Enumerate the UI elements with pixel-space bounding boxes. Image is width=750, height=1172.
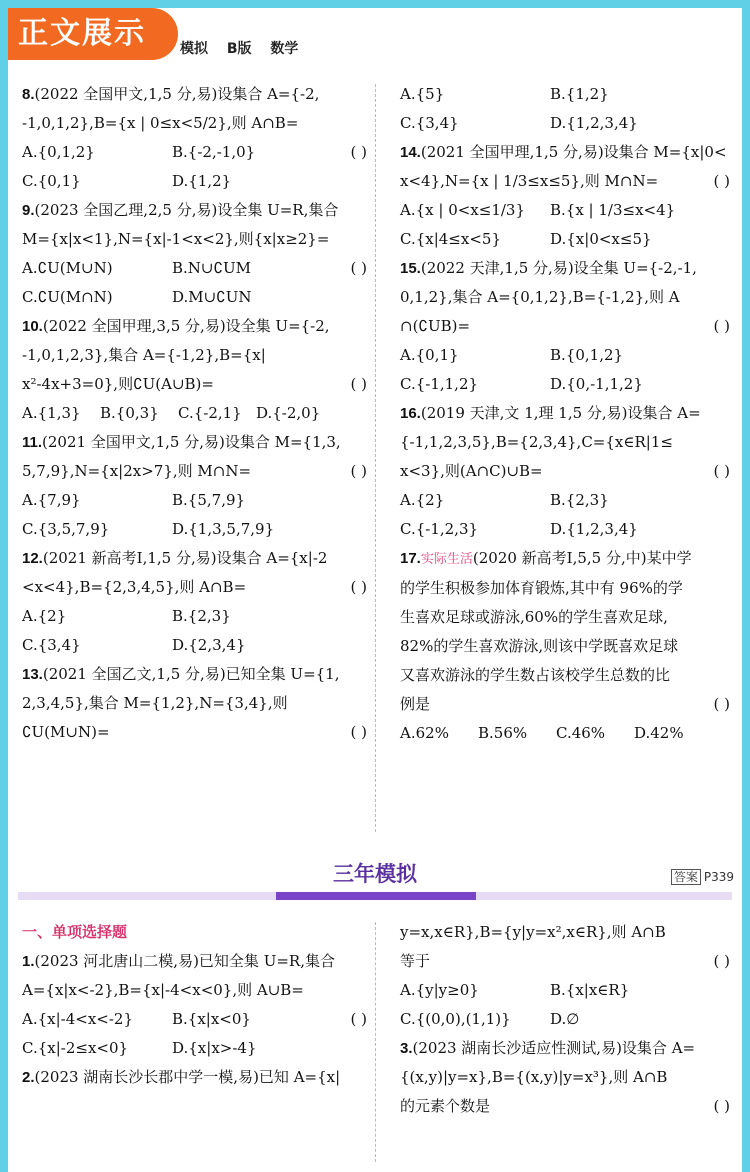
question-line [400,1063,730,1092]
question-text: ∁U(M∪N)= [22,723,110,741]
option-a: A.{7,9} [22,491,81,509]
question-line [400,947,730,976]
option-b: D.{0,-1,1,2} [550,375,643,393]
question-line [22,718,367,747]
option-d: D.{-2,0} [256,404,321,422]
answer-parens: ( ) [350,723,367,741]
question-number: 3. [400,1040,413,1057]
question-line [400,399,730,428]
question-line [400,283,730,312]
question-line [400,603,730,632]
question-line [400,661,730,690]
question-text: {(x,y)|y=x},B={(x,y)|y=x³},则 A∩B [400,1068,668,1086]
options-row [22,399,367,428]
header-info [180,38,312,58]
option-a: A.{x|-4<x<-2} [22,1010,134,1028]
question-line [400,428,730,457]
option-a: C.{-1,2,3} [400,520,479,538]
option-b: B.N∪∁UM [172,259,252,277]
question-line [22,341,367,370]
option-b: B.{0,3} [100,404,159,422]
question-text: 0,1,2},集合 A={0,1,2},B={-1,2},则 A [400,288,680,306]
question-text: 一、单项选择题 [22,923,128,941]
question-number: 15. [400,260,421,277]
option-a: A.{x | 0<x≤1/3} [400,201,526,219]
answer-parens: ( ) [713,952,730,970]
option-b: D.M∪∁UN [172,288,252,306]
category-tag: 实际生活 [420,552,473,567]
question-line [400,167,730,196]
option-b: B.{5,7,9} [172,491,246,509]
answer-parens: ( ) [350,259,367,277]
question-line [400,574,730,603]
answer-parens: ( ) [713,317,730,335]
option-a: C.{3,5,7,9} [22,520,110,538]
question-number: 8. [22,86,35,103]
question-line [400,312,730,341]
options-row [400,1005,730,1034]
option-a: C.{3,4} [400,114,459,132]
answer-parens: ( ) [350,143,367,161]
question-line [22,457,367,486]
option-b: D.{x|x>-4} [172,1039,257,1057]
question-line [400,254,730,283]
column-divider-lower [375,922,376,1162]
question-text: 等于 [400,952,431,970]
answer-parens: ( ) [713,172,730,190]
answer-parens: ( ) [713,462,730,480]
lower-left-column [22,918,367,1092]
option-a: C.{x|-2≤x<0} [22,1039,129,1057]
option-a: A.{2} [400,491,445,509]
question-text: 2,3,4,5},集合 M={1,2},N={3,4},则 [22,694,288,712]
options-row [22,254,351,283]
options-row [400,719,730,748]
question-line [400,632,730,661]
option-a: A.{0,1} [400,346,459,364]
question-line [22,976,367,1005]
question-text: (2021 全国乙文,1,5 分,易)已知全集 U={1, [42,665,340,683]
option-b: B.{x | 1/3≤x<4} [550,201,676,219]
header-edition: B版 [226,41,252,57]
option-b: B.{1,2} [550,85,609,103]
question-number: 1. [22,953,35,970]
answer-parens: ( ) [350,462,367,480]
options-row [400,225,730,254]
options-row [22,602,367,631]
question-text: <x<4},B={2,3,4,5},则 A∩B= [22,578,247,596]
option-a: C.∁U(M∩N) [22,288,113,306]
option-c: C.46% [556,724,606,742]
question-line [22,225,367,254]
option-a: C.{-1,1,2} [400,375,479,393]
options-row [400,196,730,225]
question-text: (2019 天津,文 1,理 1,5 分,易)设集合 A= [420,404,701,422]
question-line [22,947,367,976]
question-line [22,370,367,399]
question-text: x<4},N={x | 1/3≤x≤5},则 M∩N= [400,172,659,190]
question-number: 16. [400,405,421,422]
option-a: C.{3,4} [22,636,81,654]
answer-page: P339 [703,870,734,884]
question-line [400,690,730,719]
options-row [22,515,367,544]
option-b: D.{1,2} [172,172,232,190]
question-text: A={x|x<-2},B={x|-4<x<0},则 A∪B= [22,981,304,999]
options-row [22,1034,367,1063]
option-b: B.{2,3} [172,607,231,625]
question-text: M={x|x<1},N={x|-1<x<2},则{x|x≥2}= [22,230,330,248]
question-text: x<3},则(A∩C)∪B= [400,462,543,480]
option-a: A.62% [400,724,449,742]
answer-parens: ( ) [713,695,730,713]
question-line [22,312,367,341]
question-number: 11. [22,434,43,451]
options-row [400,370,730,399]
question-text: ∩(∁UB)= [400,317,471,335]
question-line [400,1092,730,1121]
option-b: B.{0,1,2} [550,346,624,364]
option-b: B.{x|x<0} [172,1010,251,1028]
question-text: -1,0,1,2},B={x | 0≤x<5/2},则 A∩B= [22,114,299,132]
question-text: (2021 全国甲文,1,5 分,易)设集合 M={1,3, [42,433,341,451]
question-text: y=x,x∈R},B={y|y=x²,x∈R},则 A∩B [400,923,666,941]
option-b: D.{1,2,3,4} [550,520,638,538]
option-a: C.{x|4≤x<5} [400,230,501,248]
options-row [400,109,730,138]
options-row [22,167,367,196]
question-text: (2020 新高考Ⅰ,5,5 分,中)某中学 [472,549,692,567]
header-moni: 模拟 [180,41,208,57]
options-row [400,341,730,370]
option-c: C.{-2,1} [178,404,242,422]
option-b: B.56% [478,724,528,742]
question-text: (2022 天津,1,5 分,易)设全集 U={-2,-1, [420,259,697,277]
question-line [22,428,367,457]
option-a: A.{0,1,2} [22,143,95,161]
options-row [400,80,730,109]
section-title: 三年模拟 [333,862,417,886]
option-b: D.{1,2,3,4} [550,114,638,132]
answer-parens: ( ) [350,578,367,596]
question-text: {-1,1,2,3,5},B={2,3,4},C={x∈R|1≤ [400,433,673,451]
upper-left-column [22,80,367,747]
question-text: (2022 全国甲理,3,5 分,易)设全集 U={-2, [42,317,330,335]
column-divider-upper [375,84,376,832]
question-line [22,80,367,109]
question-line [22,1063,367,1092]
upper-right-column [400,80,730,748]
question-text: (2023 湖南长沙长郡中学一模,易)已知 A={x| [34,1068,341,1086]
question-number: 12. [22,550,43,567]
question-text: -1,0,1,2,3},集合 A={-1,2},B={x| [22,346,266,364]
page [8,8,742,1172]
option-b: B.{-2,-1,0} [172,143,256,161]
question-text: 又喜欢游泳的学生数占该校学生总数的比 [400,666,671,684]
options-row [400,976,730,1005]
answer-parens: ( ) [713,1097,730,1115]
answer-box: 答案 [671,869,701,885]
question-number: 9. [22,202,35,219]
option-b: D.∅ [550,1010,580,1028]
question-text: 82%的学生喜欢游泳,则该中学既喜欢足球 [400,637,679,655]
question-text: 5,7,9},N={x|2x>7},则 M∩N= [22,462,252,480]
answer-parens: ( ) [350,375,367,393]
question-number: 10. [22,318,43,335]
question-number: 14. [400,144,421,161]
options-row [22,283,367,312]
question-text: x²-4x+3=0},则∁U(A∪B)= [22,375,214,393]
header-subject: 数学 [270,41,299,57]
question-number: 2. [22,1069,35,1086]
question-line [400,918,730,947]
question-line [400,544,730,574]
section-subheading [22,918,367,947]
question-text: (2022 全国甲文,1,5 分,易)设集合 A={-2, [34,85,320,103]
question-line [22,196,367,225]
question-number: 17. [400,550,421,567]
question-text: 的学生积极参加体育锻炼,其中有 96%的学 [400,579,683,597]
option-a: A.{y|y≥0} [400,981,479,999]
question-text: (2023 全国乙理,2,5 分,易)设全集 U=R,集合 [34,201,339,219]
option-a: A.∁U(M∪N) [22,259,113,277]
option-b: D.{2,3,4} [172,636,246,654]
options-row [400,515,730,544]
option-a: C.{0,1} [22,172,81,190]
question-line [400,138,730,167]
option-d: D.42% [634,724,684,742]
header-badge: 正文展示 [8,8,178,60]
option-b: D.{1,3,5,7,9} [172,520,275,538]
option-b: D.{x|0<x≤5} [550,230,652,248]
question-text: (2023 湖南长沙适应性测试,易)设集合 A= [412,1039,696,1057]
answer-ref [671,868,734,885]
question-text: 生喜欢足球或游泳,60%的学生喜欢足球, [400,608,668,626]
option-a: A.{5} [400,85,445,103]
section-bar-accent [276,892,476,900]
question-text: (2021 新高考Ⅰ,1,5 分,易)设集合 A={x|-2 [42,549,328,567]
question-line [400,457,730,486]
question-line [400,1034,730,1063]
options-row [22,486,367,515]
question-text: 例是 [400,695,431,713]
question-line [22,573,367,602]
question-text: (2021 全国甲理,1,5 分,易)设集合 M={x|0< [420,143,727,161]
options-row [22,1005,351,1034]
options-row [400,486,730,515]
answer-parens: ( ) [350,1010,367,1028]
lower-right-column [400,918,730,1121]
question-number: 13. [22,666,43,683]
option-a: A.{2} [22,607,67,625]
question-line [22,544,367,573]
option-b: B.{x|x∈R} [550,981,630,999]
options-row [22,138,351,167]
question-text: (2023 河北唐山二模,易)已知全集 U=R,集合 [34,952,335,970]
options-row [22,631,367,660]
option-a: C.{(0,0),(1,1)} [400,1010,511,1028]
question-line [22,109,367,138]
option-b: B.{2,3} [550,491,609,509]
question-line [22,689,367,718]
question-line [22,660,367,689]
question-text: 的元素个数是 [400,1097,491,1115]
option-a: A.{1,3} [22,404,81,422]
